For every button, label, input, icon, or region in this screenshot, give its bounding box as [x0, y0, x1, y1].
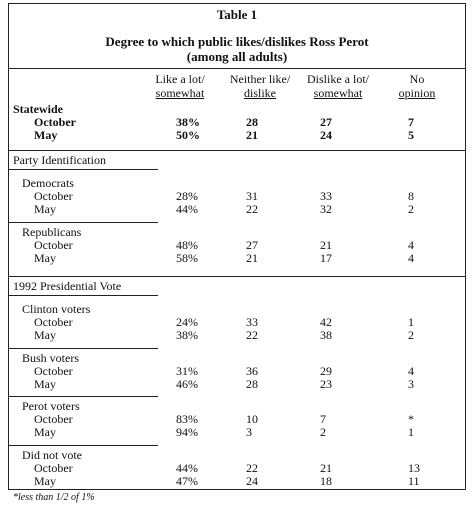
- row-label: May: [34, 327, 56, 342]
- table-cell: 22: [246, 461, 258, 475]
- row-label: October: [34, 188, 73, 203]
- table-cell: 28: [246, 114, 258, 129]
- group-label: Clinton voters: [22, 302, 91, 316]
- table-cell: 48%: [176, 237, 198, 252]
- table-number: Table 1: [216, 7, 258, 22]
- row-label: October: [34, 363, 73, 378]
- row-label: May: [34, 425, 56, 440]
- table-cell: 28%: [176, 188, 198, 203]
- group-rule: [8, 445, 158, 446]
- table-cell: 22: [246, 201, 258, 216]
- table-cell: 21: [320, 237, 332, 252]
- group-label: Perot voters: [22, 399, 80, 414]
- row-label: October: [34, 237, 73, 252]
- table-cell: 28: [246, 376, 258, 391]
- group-rule: [8, 348, 158, 349]
- table-cell: *: [408, 412, 414, 427]
- bottom-rule: [8, 489, 466, 490]
- section-underline: [8, 169, 158, 170]
- group-label: Democrats: [22, 176, 74, 190]
- table-cell: 44%: [176, 201, 198, 216]
- section-title: Party Identification: [13, 153, 106, 167]
- section-rule: [8, 150, 466, 151]
- row-label: May: [34, 127, 58, 142]
- table-cell: 58%: [176, 250, 198, 265]
- col-header-no-opinion: No opinion: [398, 72, 436, 100]
- table-cell: 13: [408, 461, 420, 475]
- table-cell: 7: [320, 412, 326, 427]
- group-rule: [8, 222, 158, 223]
- table-cell: 4: [408, 237, 414, 252]
- table-cell: 36: [246, 363, 258, 378]
- table-cell: 2: [320, 425, 326, 440]
- table-cell: 46%: [176, 376, 198, 391]
- table-cell: 33: [320, 188, 332, 203]
- row-label: May: [34, 473, 56, 488]
- footnote: *less than 1/2 of 1%: [13, 492, 95, 503]
- section-title: 1992 Presidential Vote: [13, 279, 122, 293]
- table-cell: 11: [408, 473, 420, 488]
- table-cell: 24: [320, 127, 332, 142]
- table-cell: 38%: [176, 327, 198, 342]
- table-title: Degree to which public likes/dislikes Ross Perot: [105, 34, 369, 49]
- group-rule: [8, 396, 158, 397]
- table-cell: 27: [320, 114, 332, 129]
- table-cell: 8: [408, 188, 414, 203]
- row-label: October: [34, 461, 73, 475]
- table-cell: 32: [320, 201, 332, 216]
- table-cell: 5: [408, 127, 414, 142]
- table-cell: 33: [246, 314, 258, 329]
- table-cell: 21: [246, 127, 258, 142]
- table-cell: 1: [408, 425, 414, 440]
- table-cell: 17: [320, 250, 332, 265]
- table-cell: 3: [246, 425, 252, 440]
- table-cell: 10: [246, 412, 258, 427]
- table-cell: 23: [320, 376, 332, 391]
- table-cell: 21: [246, 250, 258, 265]
- table-subtitle: (among all adults): [186, 49, 288, 64]
- col-header-neither: Neither like/ dislike: [229, 72, 291, 100]
- row-label: October: [34, 314, 73, 329]
- row-label: May: [34, 250, 56, 265]
- table-cell: 44%: [176, 461, 198, 475]
- statewide-label: Statewide: [13, 102, 63, 116]
- table-cell: 42: [320, 314, 332, 329]
- table-cell: 24: [246, 473, 258, 488]
- group-label: Republicans: [22, 224, 82, 239]
- table-cell: 50%: [176, 127, 200, 142]
- table-cell: 94%: [176, 425, 198, 440]
- table-cell: 22: [246, 327, 258, 342]
- table-cell: 3: [408, 376, 414, 391]
- col-header-dislike: Dislike a lot/ somewhat: [307, 72, 369, 100]
- table-cell: 7: [408, 114, 414, 129]
- col-header-like: Like a lot/ somewhat: [155, 72, 205, 100]
- group-label: Did not vote: [22, 448, 82, 463]
- table-cell: 47%: [176, 473, 198, 488]
- table-cell: 31: [246, 188, 258, 203]
- row-label: October: [34, 412, 73, 427]
- section-rule: [8, 276, 466, 277]
- group-label: Bush voters: [22, 350, 79, 365]
- table-cell: 31%: [176, 363, 198, 378]
- table-cell: 83%: [176, 412, 198, 427]
- table-cell: 18: [320, 473, 332, 488]
- table-cell: 29: [320, 363, 332, 378]
- section-underline: [8, 295, 158, 296]
- table-cell: 2: [408, 327, 414, 342]
- table-cell: 4: [408, 363, 414, 378]
- table-cell: 27: [246, 237, 258, 252]
- row-label: May: [34, 376, 56, 391]
- table-cell: 24%: [176, 314, 198, 329]
- table-cell: 4: [408, 250, 414, 265]
- table-cell: 21: [320, 461, 332, 475]
- row-label: May: [34, 201, 56, 216]
- table-cell: 2: [408, 201, 414, 216]
- header-rule: [8, 68, 466, 69]
- table-cell: 1: [408, 314, 414, 329]
- table-cell: 38: [320, 327, 332, 342]
- row-label: October: [34, 114, 76, 129]
- table-cell: 38%: [176, 114, 200, 129]
